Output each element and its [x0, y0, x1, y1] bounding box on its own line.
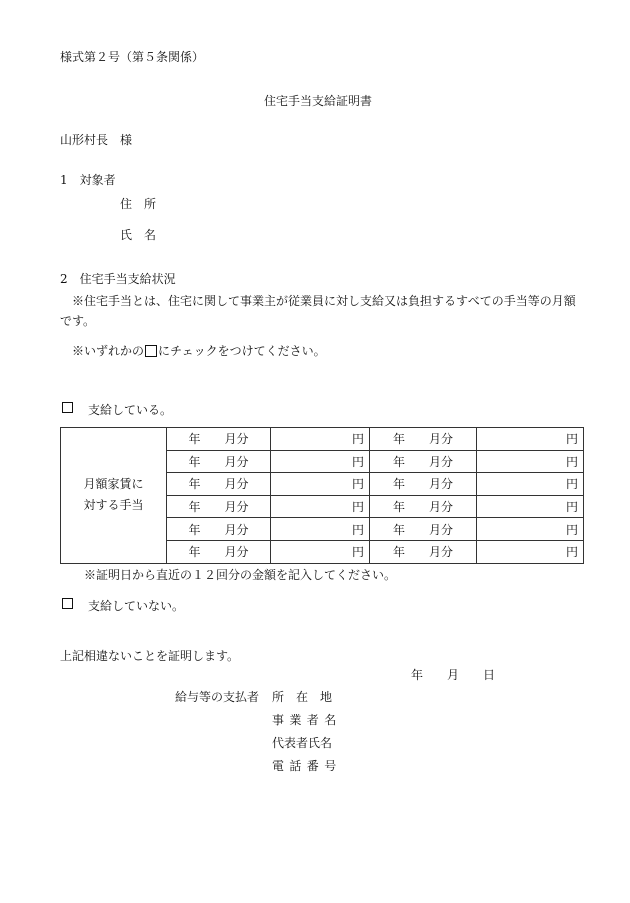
paid-checkbox[interactable]	[62, 402, 73, 413]
row-header-line2: 対する手当	[83, 498, 144, 513]
not-paid-checkbox[interactable]	[62, 598, 73, 609]
checkbox-icon	[145, 345, 157, 357]
amount-cell[interactable]: 円	[271, 428, 370, 451]
amount-cell[interactable]: 円	[477, 518, 584, 541]
location-label: 所 在 地	[272, 690, 333, 704]
amount-cell[interactable]: 円	[477, 495, 584, 518]
section2-heading: 2 住宅手当支給状況	[60, 272, 176, 286]
year-month-cell[interactable]: 年 月分	[370, 540, 477, 563]
amount-cell[interactable]: 円	[271, 473, 370, 496]
paid-option-label: 支給している。	[88, 403, 173, 417]
address-label: 住 所	[120, 197, 157, 211]
name-label: 氏 名	[120, 228, 157, 242]
year-month-cell[interactable]: 年 月分	[370, 450, 477, 473]
check-instruction-suffix: にチェックをつけてください。	[158, 344, 326, 358]
amount-cell[interactable]: 円	[271, 540, 370, 563]
representative-label: 代表者氏名	[272, 736, 333, 750]
check-instruction	[72, 342, 326, 359]
row-header	[61, 428, 167, 564]
year-month-cell[interactable]: 年 月分	[167, 428, 271, 451]
year-month-cell[interactable]: 年 月分	[370, 428, 477, 451]
business-name-label: 事業者名	[272, 713, 342, 727]
amount-cell[interactable]: 円	[477, 473, 584, 496]
amount-cell[interactable]: 円	[477, 540, 584, 563]
amount-cell[interactable]: 円	[477, 428, 584, 451]
section1-heading: 1 対象者	[60, 173, 116, 187]
year-month-cell[interactable]: 年 月分	[167, 495, 271, 518]
year-month-cell[interactable]: 年 月分	[167, 518, 271, 541]
amount-cell[interactable]: 円	[477, 450, 584, 473]
row-header-line1: 月額家賃に	[83, 477, 144, 492]
year-month-cell[interactable]: 年 月分	[167, 540, 271, 563]
housing-allowance-note-line1: ※住宅手当とは、住宅に関して事業主が従業員に対し支給又は負担するすべての手当等の月額	[72, 294, 576, 308]
year-month-cell[interactable]: 年 月分	[370, 518, 477, 541]
year-month-cell[interactable]: 年 月分	[370, 473, 477, 496]
phone-label: 電話番号	[272, 759, 342, 773]
amount-cell[interactable]: 円	[271, 518, 370, 541]
not-paid-option-label: 支給していない。	[88, 599, 185, 613]
table-row	[61, 428, 584, 451]
amount-cell[interactable]: 円	[271, 450, 370, 473]
allowance-table	[60, 427, 584, 564]
year-month-cell[interactable]: 年 月分	[370, 495, 477, 518]
addressee: 山形村長 様	[60, 133, 133, 147]
table-footnote: ※証明日から直近の１２回分の金額を記入してください。	[84, 568, 397, 582]
document-title: 住宅手当支給証明書	[264, 94, 373, 108]
year-month-cell[interactable]: 年 月分	[167, 450, 271, 473]
certification-date[interactable]: 年 月 日	[411, 668, 496, 682]
year-month-cell[interactable]: 年 月分	[167, 473, 271, 496]
payer-label: 給与等の支払者	[175, 690, 260, 704]
housing-allowance-note-line2: です。	[60, 314, 96, 328]
check-instruction-prefix: ※いずれかの	[72, 344, 145, 358]
amount-cell[interactable]: 円	[271, 495, 370, 518]
form-number: 様式第２号（第５条関係）	[60, 50, 205, 64]
certification-statement: 上記相違ないことを証明します。	[60, 649, 240, 663]
